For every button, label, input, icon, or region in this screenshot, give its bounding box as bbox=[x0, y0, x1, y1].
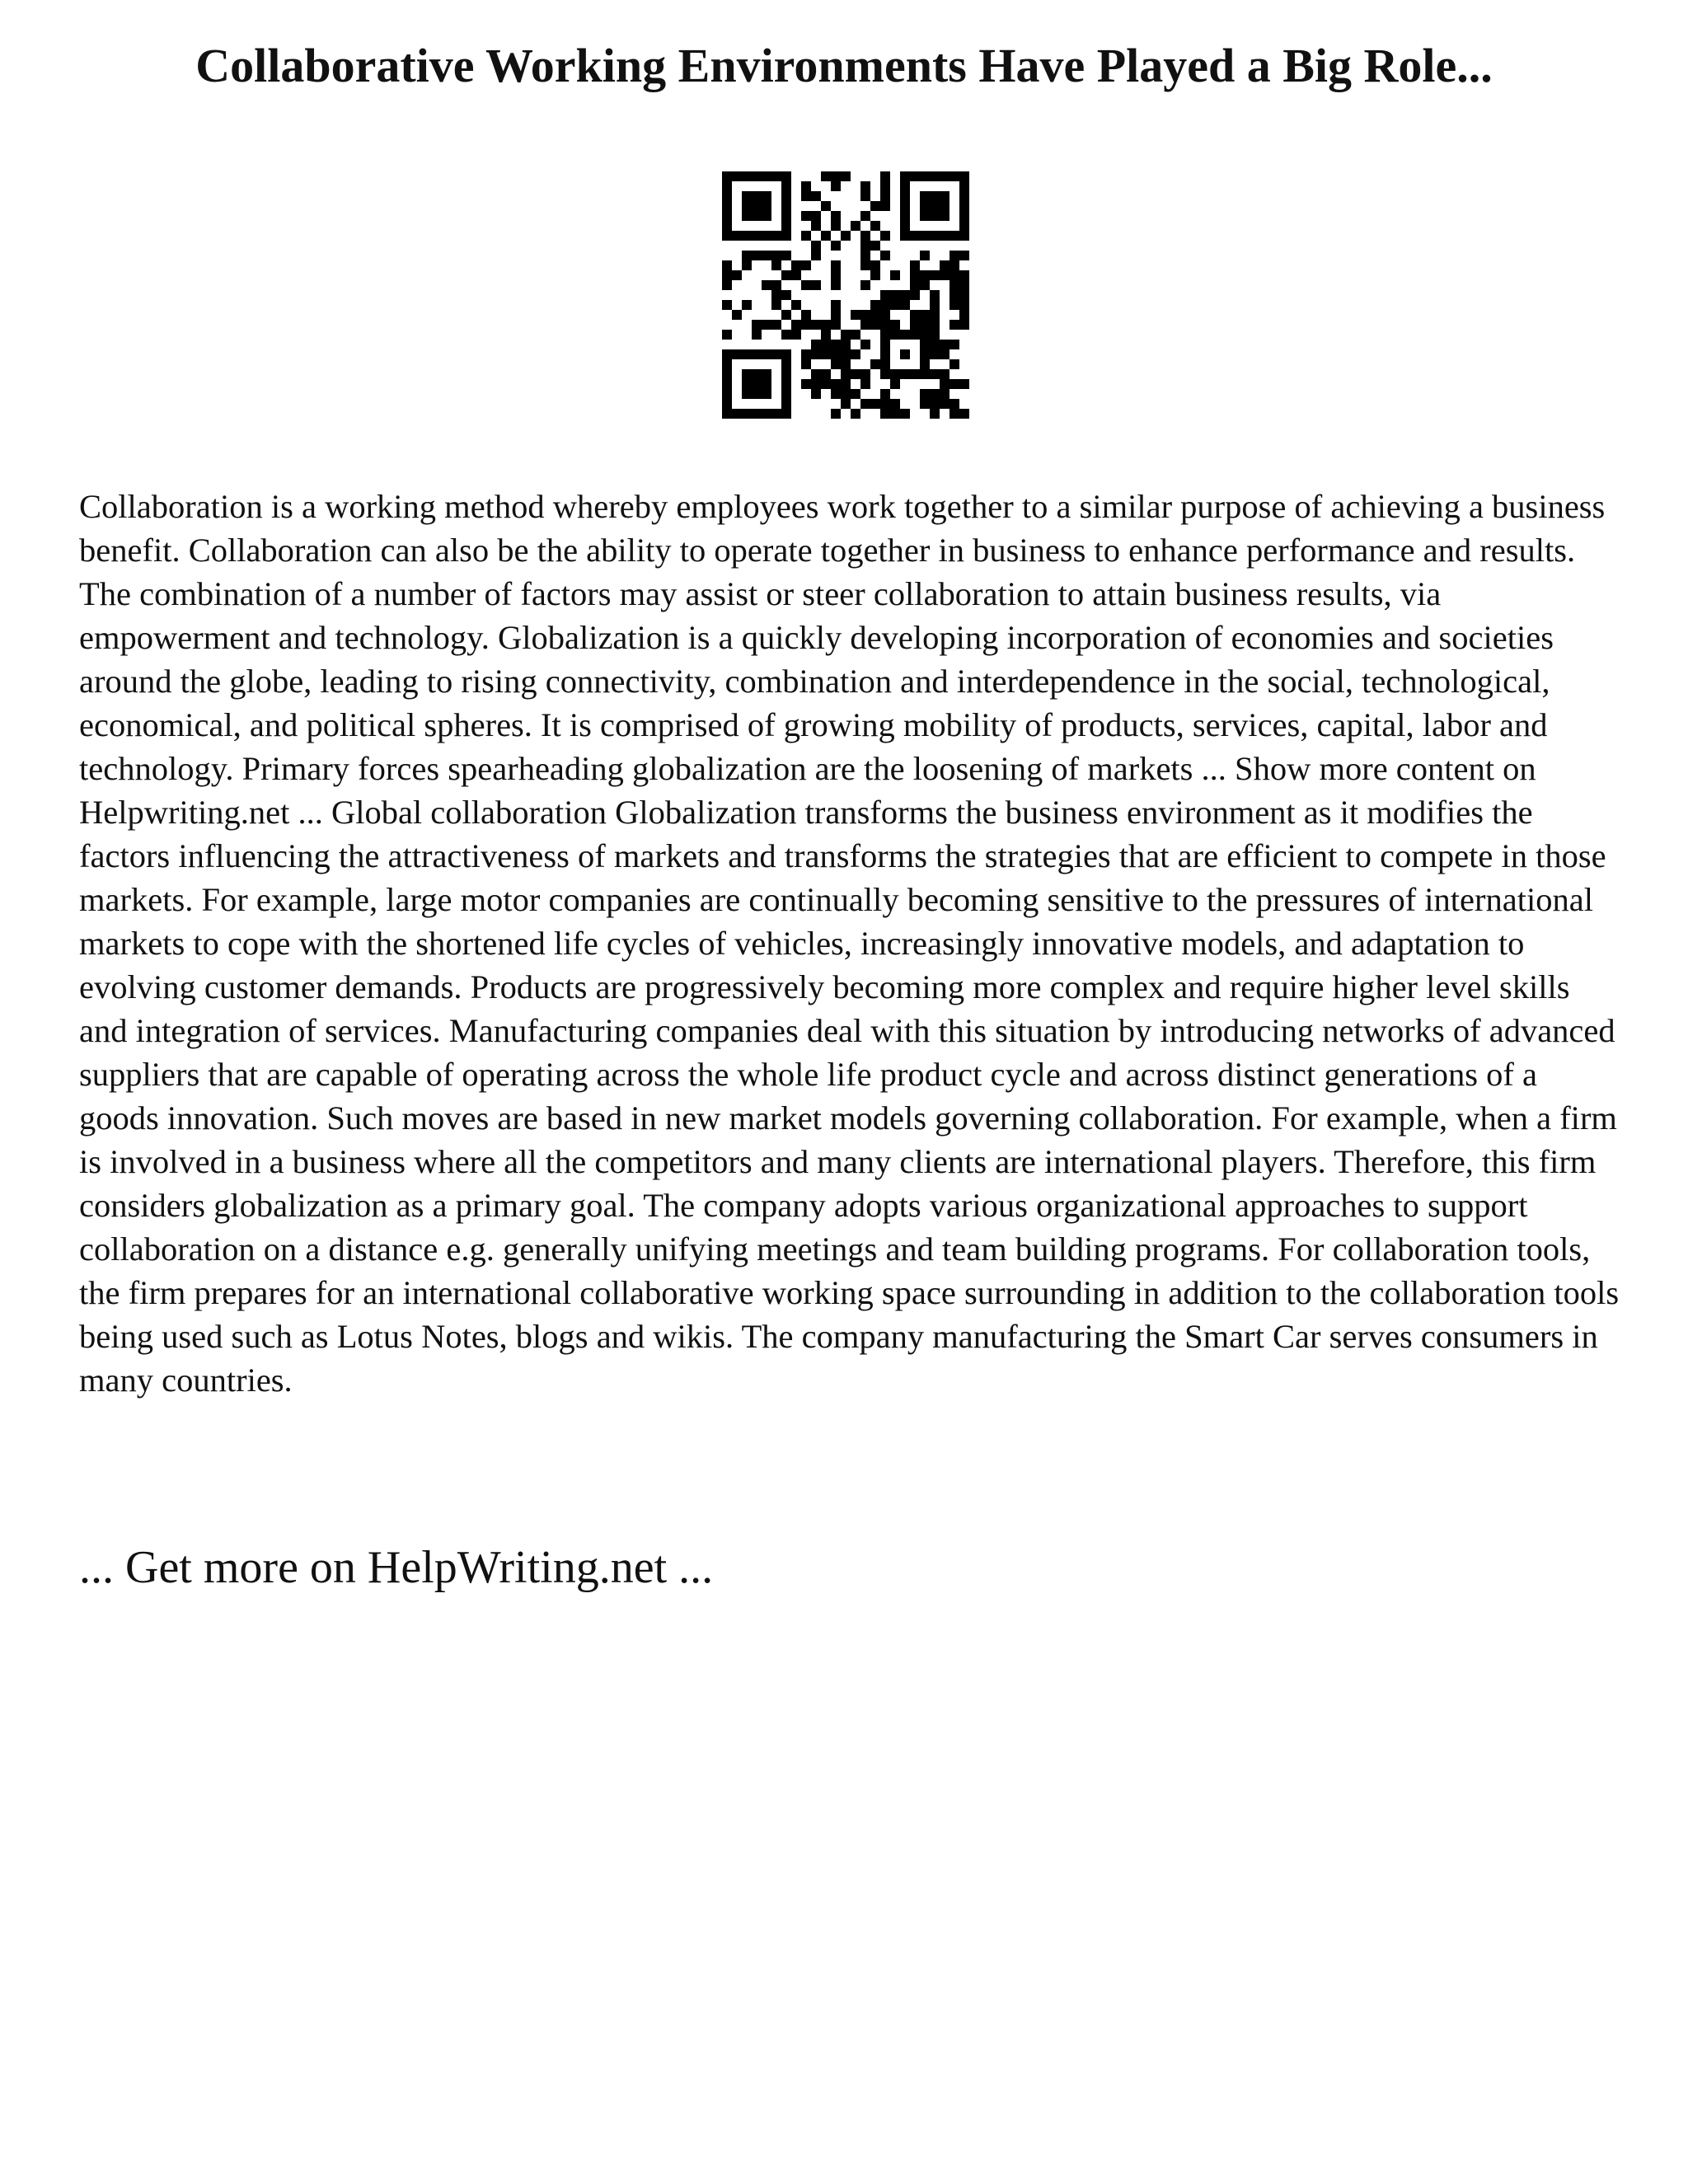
document-title: Collaborative Working Environments Have Played a Big Role... bbox=[195, 39, 1493, 92]
get-more-link[interactable]: ... Get more on HelpWriting.net ... bbox=[79, 1542, 714, 1593]
article-body: Collaboration is a working method whereby employees work together to a similar purpose of achieving a business benefit. Collaboration can also be the ability to operate together in business to enhance performance and results. The combination of a number of factors may assist or steer collaboration to attain business results, via empowerment and technology. Globalization is a quickly developing incorporation of economies and societies around the globe, leading to rising connectivity, combination and interdependence in the social, technological, economical, and political spheres. It is comprised of growing mobility of products, services, capital, labor and technology. Primary forces spearheading globalization are the loosening of markets ... Show more content on Helpwriting.net ... Global collaboration Globalization transforms the business environment as it modifies the factors influencing the attractiveness of markets and transforms the strategies that are efficient to compete in those markets. For example, large motor companies are continually becoming sensitive to the pressures of international markets to cope with the shortened life cycles of vehicles, increasingly innovative models, and adaptation to evolving customer demands. Products are progressively becoming more complex and require higher level skills and integration of services. Manufacturing companies deal with this situation by introducing networks of advanced suppliers that are capable of operating across the whole life product cycle and across distinct generations of a goods innovation. Such moves are based in new market models governing collaboration. For example, when a firm is involved in a business where all the competitors and many clients are international players. Therefore, this firm considers globalization as a primary goal. The company adopts various organizational approaches to support collaboration on a distance e.g. generally unifying meetings and team building programs. For collaboration tools, the firm prepares for an international collaborative working space surrounding in addition to the collaboration tools being used such as Lotus Notes, blogs and wikis. The company manufacturing the Smart Car serves consumers in many countries. bbox=[79, 488, 1620, 1399]
qr-code-icon bbox=[722, 171, 969, 419]
